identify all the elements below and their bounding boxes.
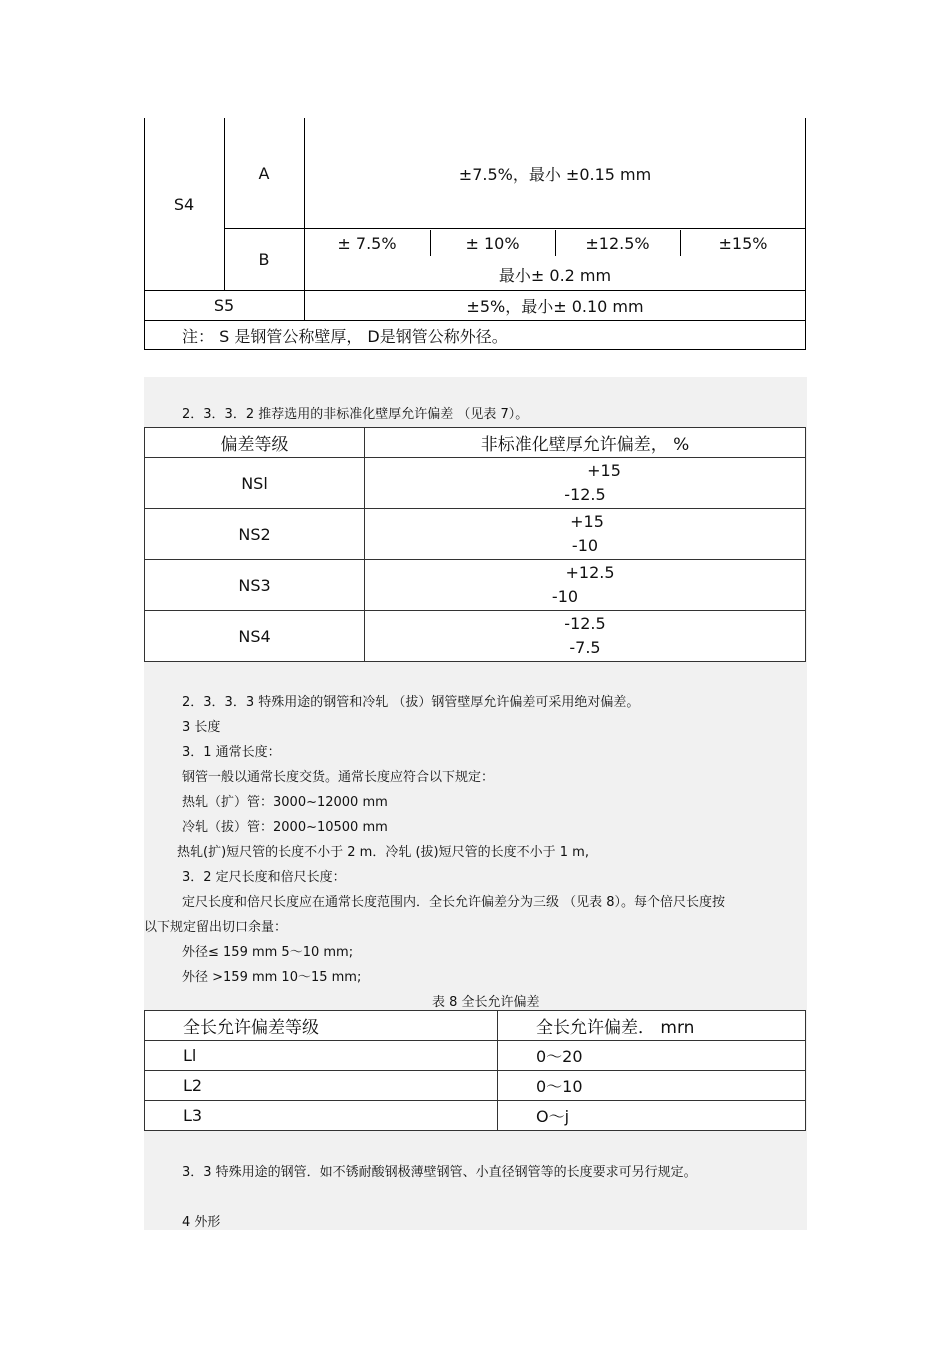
paragraph: 冷轧（拔）管：2000~10500 mm bbox=[182, 820, 388, 835]
grade-cell: L3 bbox=[145, 1101, 498, 1131]
lower-value: -10 bbox=[571, 536, 599, 555]
header-tolerance: 全长允许偏差． mrn bbox=[498, 1011, 806, 1041]
table-row bbox=[145, 509, 806, 560]
grade-cell: L2 bbox=[145, 1071, 498, 1101]
paragraph: 2．3．3．3 特殊用途的钢管和冷轧 （拔）钢管壁厚允许偏差可采用绝对偏差。 bbox=[182, 695, 640, 710]
table-header-row bbox=[145, 1011, 806, 1041]
s4-label: S4 bbox=[173, 194, 195, 214]
table-7 bbox=[144, 427, 806, 662]
upper-value: +12.5 bbox=[565, 563, 615, 582]
table-caption: 表 8 全长允许偏差 bbox=[432, 995, 540, 1010]
table-divider bbox=[224, 228, 806, 229]
s5-label: S5 bbox=[213, 295, 235, 315]
table-row bbox=[145, 1101, 806, 1131]
b-value: ± 10% bbox=[465, 233, 520, 253]
tolerance-cell bbox=[365, 509, 806, 560]
b-value: ± 7.5% bbox=[337, 233, 397, 253]
header-tolerance: 非标准化壁厚允许偏差， % bbox=[365, 428, 806, 458]
b-value: ±12.5% bbox=[585, 233, 650, 253]
s5-value: ±5%，最小± 0.10 mm bbox=[466, 296, 644, 316]
lower-value: -12.5 bbox=[564, 485, 606, 504]
header-grade: 偏差等级 bbox=[145, 428, 365, 458]
paragraph: 3．2 定尺长度和倍尺长度： bbox=[182, 870, 346, 885]
section-heading: 4 外形 bbox=[182, 1215, 221, 1230]
table-8 bbox=[144, 1010, 806, 1131]
table-row bbox=[145, 1041, 806, 1071]
paragraph: 定尺长度和倍尺长度应在通常长度范围内．全长允许偏差分为三级 （见表 8）。每个倍尺长度按 bbox=[182, 895, 726, 910]
table-row bbox=[145, 560, 806, 611]
a-value: ±7.5%，最小 ±0.15 mm bbox=[458, 164, 652, 184]
paragraph-2332: 2．3．3．2 推荐选用的非标准化壁厚允许偏差 （见表 7）。 bbox=[182, 407, 529, 422]
table-header-row bbox=[145, 428, 806, 458]
paragraph: 外径 >159 mm 10～15 mm; bbox=[182, 970, 362, 985]
grade-cell: NSl bbox=[145, 458, 365, 509]
upper-value: +15 bbox=[570, 512, 604, 531]
grade-cell: NS2 bbox=[145, 509, 365, 560]
paragraph-33: 3．3 特殊用途的钢管．如不锈耐酸钢极薄壁钢管、小直径钢管等的长度要求可另行规定。 bbox=[182, 1165, 697, 1180]
wall-thickness-table-s bbox=[144, 118, 806, 350]
paragraph: 热轧(扩)短尺管的长度不小于 2 m．冷轧 (拔)短尺管的长度不小于 1 m, bbox=[177, 845, 589, 860]
paragraph: 外径≤ 159 mm 5～10 mm; bbox=[182, 945, 354, 960]
table-row bbox=[145, 458, 806, 509]
upper-value: +15 bbox=[587, 461, 621, 480]
tolerance-cell bbox=[365, 560, 806, 611]
tolerance-cell: O～j bbox=[498, 1101, 806, 1131]
paragraph: 3．1 通常长度： bbox=[182, 745, 281, 760]
b-minimum: 最小± 0.2 mm bbox=[498, 265, 612, 285]
grade-cell: Ll bbox=[145, 1041, 498, 1071]
section-heading: 3 长度 bbox=[182, 720, 221, 735]
lower-value: -7.5 bbox=[569, 638, 601, 657]
table-row bbox=[145, 611, 806, 662]
tolerance-cell bbox=[365, 611, 806, 662]
paragraph: 以下规定留出切口余量： bbox=[144, 920, 288, 935]
header-grade: 全长允许偏差等级 bbox=[145, 1011, 498, 1041]
table-note: 注： S 是钢管公称壁厚， D是钢管公称外径。 bbox=[182, 326, 508, 346]
table-row bbox=[145, 1071, 806, 1101]
grade-cell: NS3 bbox=[145, 560, 365, 611]
tolerance-cell: 0～10 bbox=[498, 1071, 806, 1101]
lower-value: -10 bbox=[551, 587, 579, 606]
tolerance-cell: 0～20 bbox=[498, 1041, 806, 1071]
b-label: B bbox=[258, 249, 270, 269]
a-label: A bbox=[258, 163, 270, 183]
grade-cell: NS4 bbox=[145, 611, 365, 662]
paragraph: 热轧（扩）管：3000~12000 mm bbox=[182, 795, 388, 810]
tolerance-cell bbox=[365, 458, 806, 509]
b-value: ±15% bbox=[718, 233, 768, 253]
paragraph: 钢管一般以通常长度交货。通常长度应符合以下规定： bbox=[182, 770, 495, 785]
upper-value: -12.5 bbox=[564, 614, 606, 633]
